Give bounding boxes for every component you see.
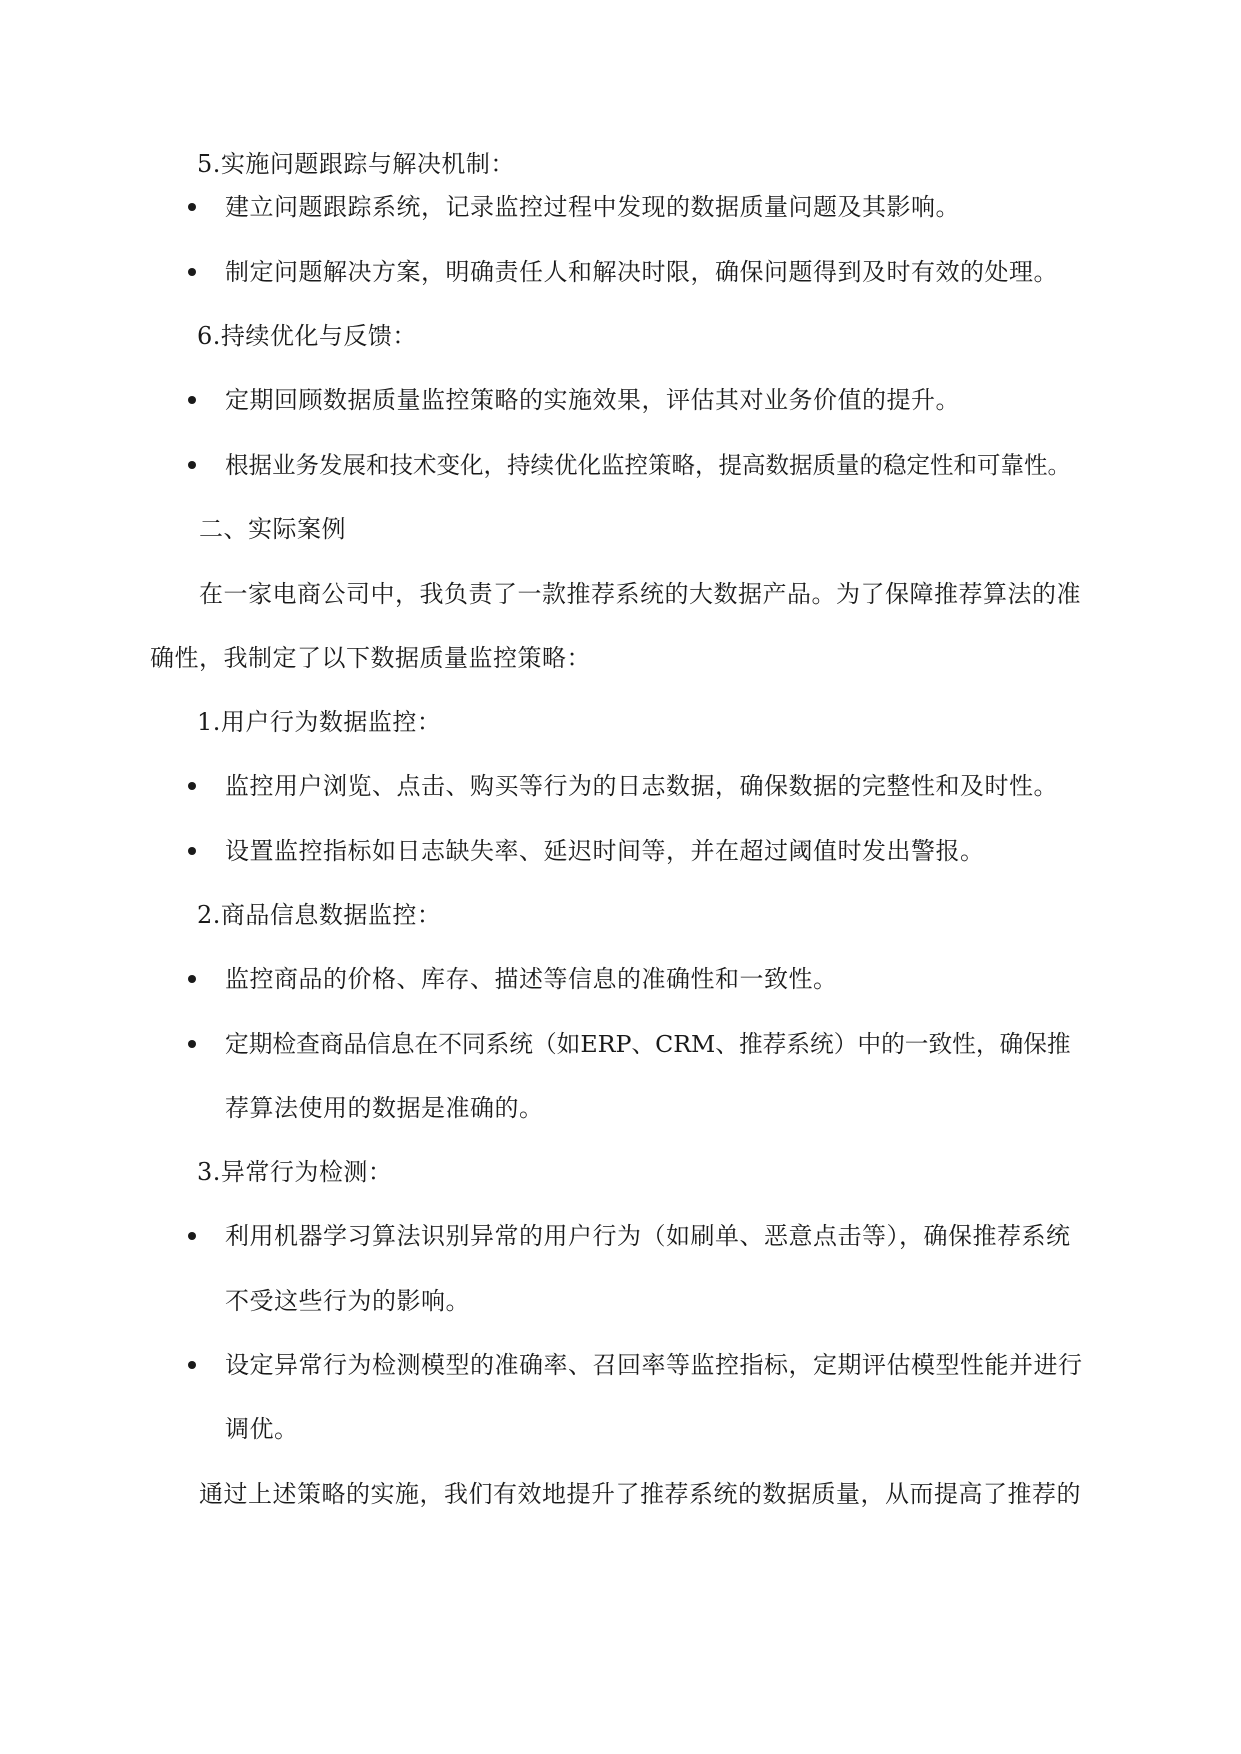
item-2-heading: 2.商品信息数据监控： xyxy=(197,901,442,929)
bullet-dot xyxy=(188,1040,196,1048)
item-2-bullet-1: 监控商品的价格、库存、描述等信息的准确性和一致性。 xyxy=(225,965,838,993)
bullet-dot xyxy=(188,1232,196,1240)
bullet-dot xyxy=(188,461,196,469)
bullet-dot xyxy=(188,268,196,276)
bullet-dot xyxy=(188,396,196,404)
bullet-dot xyxy=(188,203,196,211)
case-intro-line-1: 在一家电商公司中，我负责了一款推荐系统的大数据产品。为了保障推荐算法的准 xyxy=(199,580,1081,608)
conclusion-line: 通过上述策略的实施，我们有效地提升了推荐系统的数据质量，从而提高了推荐的 xyxy=(199,1480,1081,1508)
bullet-dot xyxy=(188,782,196,790)
item-2-bullet-2-line-1: 定期检查商品信息在不同系统（如ERP、CRM、推荐系统）中的一致性，确保推 xyxy=(225,1030,1071,1058)
item-3-heading: 3.异常行为检测： xyxy=(197,1158,393,1186)
item-3-bullet-2-line-2: 调优。 xyxy=(225,1415,299,1443)
section-6-heading: 6.持续优化与反馈： xyxy=(197,322,417,350)
section-6-bullet-2: 根据业务发展和技术变化，持续优化监控策略，提高数据质量的稳定性和可靠性。 xyxy=(225,451,1071,479)
bullet-dot xyxy=(188,975,196,983)
case-title: 二、实际案例 xyxy=(199,515,346,543)
section-5-heading: 5.实施问题跟踪与解决机制： xyxy=(197,150,515,178)
item-1-bullet-2: 设置监控指标如日志缺失率、延迟时间等，并在超过阈值时发出警报。 xyxy=(225,837,985,865)
bullet-dot xyxy=(188,1361,196,1369)
bullet-dot xyxy=(188,847,196,855)
case-intro-line-2: 确性，我制定了以下数据质量监控策略： xyxy=(150,644,591,672)
item-2-bullet-2-line-2: 荐算法使用的数据是准确的。 xyxy=(225,1094,544,1122)
section-6-bullet-1: 定期回顾数据质量监控策略的实施效果，评估其对业务价值的提升。 xyxy=(225,386,960,414)
item-3-bullet-2-line-1: 设定异常行为检测模型的准确率、召回率等监控指标，定期评估模型性能并进行 xyxy=(225,1351,1083,1379)
item-1-heading: 1.用户行为数据监控： xyxy=(197,708,442,736)
section-5-bullet-1: 建立问题跟踪系统，记录监控过程中发现的数据质量问题及其影响。 xyxy=(225,193,960,221)
section-5-bullet-2: 制定问题解决方案，明确责任人和解决时限，确保问题得到及时有效的处理。 xyxy=(225,258,1058,286)
item-3-bullet-1-line-1: 利用机器学习算法识别异常的用户行为（如刷单、恶意点击等），确保推荐系统 xyxy=(225,1222,1071,1250)
item-3-bullet-1-line-2: 不受这些行为的影响。 xyxy=(225,1287,470,1315)
item-1-bullet-1: 监控用户浏览、点击、购买等行为的日志数据，确保数据的完整性和及时性。 xyxy=(225,772,1058,800)
